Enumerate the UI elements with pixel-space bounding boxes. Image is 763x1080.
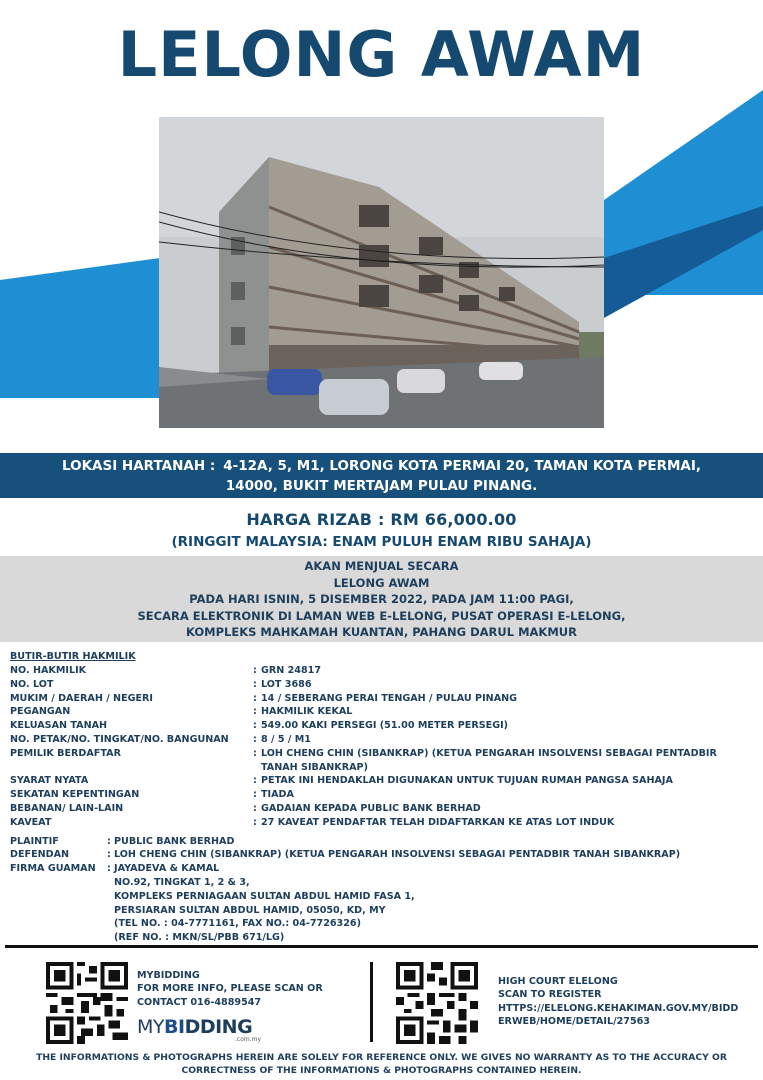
detail-colon: : [253,802,257,814]
mybidding-qr-code[interactable] [46,962,128,1044]
mybidding-contact [137,969,323,1009]
sale-info-box [0,556,763,642]
logo-text-my: MY [137,1016,164,1038]
details-heading: BUTIR-BUTIR HAKMILIK [10,651,136,662]
detail-colon: : [253,678,257,690]
logo-text-dding: DDING [184,1016,253,1038]
location-address-1: 4-12A, 5, M1, LORONG KOTA PERMAI 20, TAMAN KOTA PERMAI, [223,458,702,474]
law-firm-line: NO.92, TINGKAT 1, 2 & 3, [114,876,250,888]
detail-label: KAVEAT [10,816,52,828]
detail-colon: : [253,692,257,704]
footer-vertical-divider [370,962,373,1042]
detail-label: PEGANGAN [10,706,71,718]
party-colon: : [107,849,111,861]
party-label: FIRMA GUAMAN [10,863,96,875]
detail-label: SYARAT NYATA [10,775,89,787]
party-value: LOH CHENG CHIN (SIBANKRAP) (KETUA PENGARAH INSOLVENSI SEBAGAI PENTADBIR TANAH SIBANKRAP) [114,849,681,861]
plaintiff-row [10,835,755,849]
page-title: LELONG AWAM [117,18,646,91]
logo-text-bi: BI [164,1016,185,1038]
party-colon: : [107,863,111,875]
title-details [10,650,755,945]
detail-row [10,664,755,678]
party-label: DEFENDAN [10,849,70,861]
price-block [0,509,763,552]
detail-value: 8 / 5 / M1 [261,733,311,745]
detail-colon: : [253,775,257,787]
left-decor-shape [0,258,160,398]
detail-row [10,733,755,747]
location-line-1 [0,456,763,476]
detail-row [10,678,755,692]
footer-divider [5,945,758,948]
mybidding-phone[interactable]: CONTACT 016-4889547 [137,996,262,1008]
sale-line: SECARA ELEKTRONIK DI LAMAN WEB E-LELONG, PUSAT OPERASI E-LELONG, [137,608,626,623]
detail-label: BEBANAN/ LAIN-LAIN [10,802,124,814]
detail-row [10,747,755,775]
detail-colon: : [253,789,257,801]
location-bar [0,453,763,498]
sale-line: LELONG AWAM [333,575,430,590]
sale-line: PADA HARI ISNIN, 5 DISEMBER 2022, PADA JAM 11:00 PAGI, [189,592,574,606]
elelong-line: HIGH COURT ELELONG [498,976,618,987]
detail-row [10,719,755,733]
law-firm-row [10,862,755,945]
detail-row [10,774,755,788]
detail-colon: : [253,816,257,828]
reserve-price-words: (RINGGIT MALAYSIA: ENAM PULUH ENAM RIBU SAHAJA) [171,534,592,550]
law-firm-line: (REF NO. : MKN/SL/PBB 671/LG) [114,932,285,944]
law-firm-line: PERSIARAN SULTAN ABDUL HAMID, 05050, KD, MY [114,904,386,916]
party-value: PUBLIC BANK BERHAD [114,835,235,847]
elelong-line: SCAN TO REGISTER [498,989,602,1001]
detail-row [10,816,755,830]
party-label: PLAINTIF [10,835,59,847]
detail-value: PETAK INI HENDAKLAH DIGUNAKAN UNTUK TUJUAN RUMAH PANGSA SAHAJA [261,775,673,787]
defendant-row [10,848,755,862]
law-firm-line: JAYADEVA & KAMAL [114,863,220,875]
detail-label: PEMILIK BERDAFTAR [10,747,121,759]
law-firm-address [114,862,755,945]
detail-colon: : [253,747,257,759]
party-colon: : [107,835,111,847]
detail-colon: : [253,706,257,718]
sale-line: AKAN MENJUAL SECARA [304,559,459,573]
elelong-qr-code[interactable] [396,962,478,1044]
detail-colon: : [253,720,257,732]
detail-row [10,802,755,816]
elelong-url[interactable]: ERWEB/HOME/DETAIL/27563 [498,1015,650,1027]
detail-row [10,705,755,719]
location-label: LOKASI HARTANAH : [61,458,216,474]
detail-label: NO. HAKMILIK [10,665,87,676]
mybidding-line: MYBIDDING [137,970,200,981]
detail-value: LOT 3686 [261,678,312,690]
detail-colon: : [253,665,257,676]
detail-row [10,788,755,802]
reserve-price: HARGA RIZAB : RM 66,000.00 [246,510,517,529]
detail-value: 549.00 KAKI PERSEGI (51.00 METER PERSEGI) [261,720,509,732]
detail-label: NO. LOT [10,678,54,690]
right-bottom-decor-shape [604,178,763,318]
detail-value: GRN 24817 [261,665,322,676]
sale-line: KOMPLEKS MAHKAMAH KUANTAN, PAHANG DARUL MAKMUR [186,625,577,639]
detail-value: 14 / SEBERANG PERAI TENGAH / PULAU PINANG [261,692,518,704]
detail-row [10,692,755,706]
law-firm-line: KOMPLEKS PERNIAGAAN SULTAN ABDUL HAMID FASA 1, [114,890,415,902]
detail-value: 27 KAVEAT PENDAFTAR TELAH DIDAFTARKAN KE ATAS LOT INDUK [261,816,615,828]
disclaimer-text: THE INFORMATIONS & PHOTOGRAPHS HEREIN ARE SOLELY FOR REFERENCE ONLY. WE GIVES NO WARRANTY AS TO THE ACCURACY OR CORRECTNESS OF THE INFORMATIONS & PHOTOGRAPHS CONTAINED HEREIN. [36,1052,727,1076]
location-address-2: 14000, BUKIT MERTAJAM PULAU PINANG. [225,478,538,494]
property-photo [159,117,604,428]
detail-label: SEKATAN KEPENTINGAN [10,789,140,801]
detail-value: HAKMILIK KEKAL [261,706,353,718]
detail-colon: : [253,733,257,745]
detail-label: MUKIM / DAERAH / NEGERI [10,692,154,704]
logo-domain: .com.my [235,1036,262,1043]
detail-value: GADAIAN KEPADA PUBLIC BANK BERHAD [261,802,481,814]
mybidding-logo [137,1016,262,1043]
elelong-contact [498,975,738,1028]
detail-value: TIADA [261,789,294,801]
mybidding-line: FOR MORE INFO, PLEASE SCAN OR [137,983,323,995]
detail-label: KELUASAN TANAH [10,720,108,732]
detail-label: NO. PETAK/NO. TINGKAT/NO. BANGUNAN [10,733,229,745]
detail-value: LOH CHENG CHIN (SIBANKRAP) (KETUA PENGARAH INSOLVENSI SEBAGAI PENTADBIR TANAH SIBANKRAP) [261,747,717,773]
elelong-url[interactable]: HTTPS://ELELONG.KEHAKIMAN.GOV.MY/BIDD [498,1002,739,1014]
law-firm-line: (TEL NO. : 04-7771161, FAX NO.: 04-7726326) [114,918,361,930]
